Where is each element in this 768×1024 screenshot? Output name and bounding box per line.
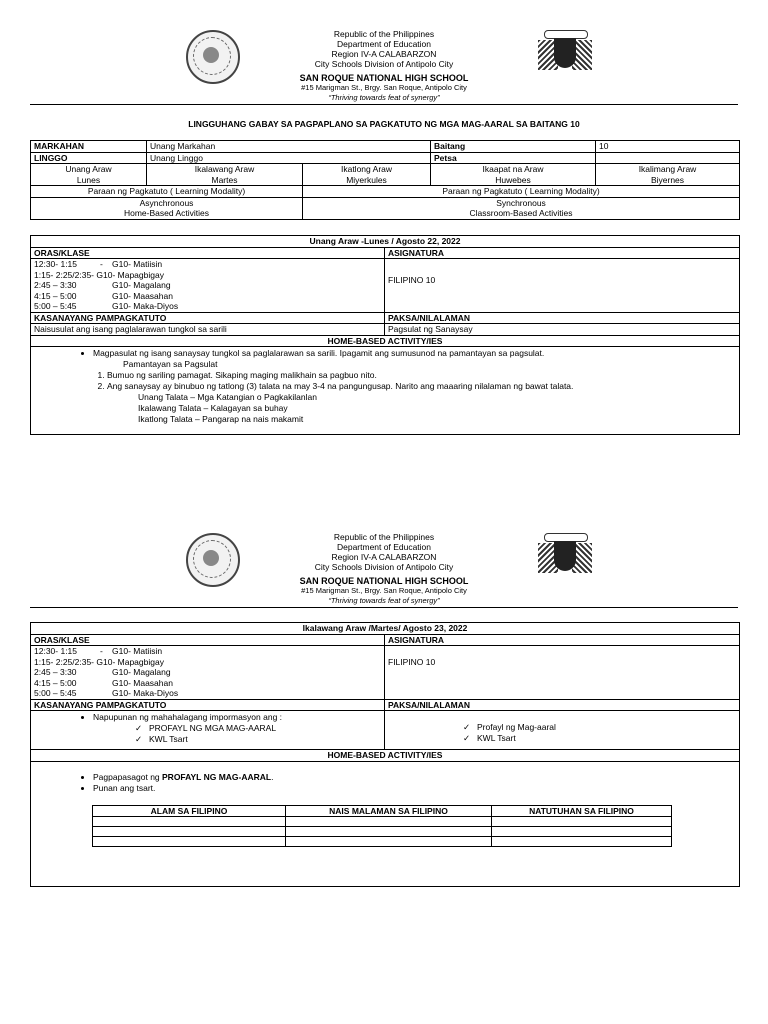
- schedule-row: 1:15- 2:25/2:35- G10- Mapagbigay: [34, 656, 164, 667]
- baitang-value: 10: [596, 141, 740, 153]
- header-divider: [30, 607, 738, 608]
- day1-asignatura-value: FILIPINO 10: [385, 259, 740, 313]
- day-3-cell: Ikatlong Araw Miyerkules: [303, 164, 431, 186]
- talata-item: Ikatlong Talata – Pangarap na nais makamit: [138, 414, 304, 424]
- kwl-row: [93, 837, 672, 847]
- page-1: [0, 0, 768, 500]
- modality-label-left: Paraan ng Pagkatuto ( Learning Modality): [31, 186, 303, 198]
- day1-activity-label: HOME-BASED ACTIVITY/IES: [31, 335, 740, 347]
- talata-item: Unang Talata – Mga Katangian o Pagkakilanlan: [138, 392, 317, 402]
- letterhead-text: [234, 532, 534, 606]
- day1-step: 1. Bumuo ng sariling pamagat. Sikaping maging malikhain sa pagbuo nito.: [107, 370, 739, 381]
- kwl-header-nais: NAIS MALAMAN SA FILIPINO: [286, 805, 492, 817]
- day1-paksa-value: Pagsulat ng Sanaysay: [385, 324, 740, 336]
- modality-sync: Synchronous Classroom-Based Activities: [303, 197, 740, 219]
- day-4-cell: Ikaapat na Araw Huwebes: [431, 164, 596, 186]
- markahan-value: Unang Markahan: [147, 141, 431, 153]
- kwl-chart: [92, 805, 672, 848]
- day2-schedule: [31, 646, 385, 700]
- day2-activity-item: • Pagpapasagot ng PROFAYL NG MAG-AARAL.: [93, 772, 739, 783]
- schedule-row: 12:30- 1:15 - G10- Matiisin: [34, 259, 163, 269]
- day2-activity-body: [31, 761, 740, 886]
- day1-activity-body: [31, 347, 740, 435]
- day-1-cell: Unang Araw Lunes: [31, 164, 147, 186]
- pamantayan-heading: Pamantayan sa Pagsulat: [123, 359, 218, 369]
- linggo-label: LINGGO: [31, 152, 147, 164]
- info-table: [30, 140, 740, 220]
- schedule-row: 2:45 – 3:30 G10- Magalang: [34, 667, 171, 677]
- modality-label-right: Paraan ng Pagkatuto ( Learning Modality): [303, 186, 740, 198]
- day2-kasanayan-bullet: • Napupunan ng mahahalagang impormasyon ang :: [93, 712, 384, 723]
- schedule-row: 4:15 – 5:00 G10- Maasahan: [34, 677, 173, 688]
- letterhead: [0, 0, 768, 108]
- school-address: #15 Marigman St., Brgy. San Roque, Antipolo City: [301, 83, 467, 92]
- division-line: City Schools Division of Antipolo City: [314, 59, 454, 69]
- day2-paksa-label: PAKSA/NILALAMAN: [385, 699, 740, 711]
- deped-seal-icon: [186, 533, 240, 587]
- day2-paksa-value: [385, 711, 740, 750]
- kwl-header-alam: ALAM SA FILIPINO: [93, 805, 286, 817]
- school-name: SAN ROQUE NATIONAL HIGH SCHOOL: [299, 73, 469, 83]
- day1-oras-label: ORAS/KLASE: [31, 247, 385, 259]
- day2-activity-label: HOME-BASED ACTIVITY/IES: [31, 750, 740, 762]
- header-divider: [30, 104, 738, 105]
- department-line: Department of Education: [336, 542, 432, 552]
- day2-asignatura-label: ASIGNATURA: [385, 634, 740, 646]
- schedule-row: 1:15- 2:25/2:35- G10- Mapagbigay: [34, 269, 164, 280]
- document-title: LINGGUHANG GABAY SA PAGPAPLANO SA PAGKATUTO NG MGA MAG-AARAL SA BAITANG 10: [188, 119, 580, 129]
- day2-asignatura-value: FILIPINO 10: [385, 646, 740, 700]
- region-line: Region IV-A CALABARZON: [331, 49, 437, 59]
- department-line: Department of Education: [336, 39, 432, 49]
- petsa-value: [596, 152, 740, 164]
- schedule-row: 4:15 – 5:00 G10- Maasahan: [34, 290, 173, 301]
- day1-table: [30, 235, 740, 435]
- checklist-item: ✓ Profayl ng Mag-aaral: [463, 722, 739, 733]
- day2-kasanayan-label: KASANAYANG PAMPAGKATUTO: [31, 699, 385, 711]
- day2-oras-label: ORAS/KLASE: [31, 634, 385, 646]
- talata-item: Ikalawang Talata – Kalagayan sa buhay: [138, 403, 288, 413]
- checklist-item: ✓ KWL Tsart: [135, 734, 384, 745]
- day1-schedule: [31, 259, 385, 313]
- division-line: City Schools Division of Antipolo City: [314, 562, 454, 572]
- school-address: #15 Marigman St., Brgy. San Roque, Antipolo City: [301, 586, 467, 595]
- day1-title: Unang Araw -Lunes / Agosto 22, 2022: [31, 236, 740, 248]
- markahan-label: MARKAHAN: [31, 141, 147, 153]
- day2-title: Ikalawang Araw /Martes/ Agosto 23, 2022: [31, 623, 740, 635]
- kwl-row: [93, 827, 672, 837]
- school-name: SAN ROQUE NATIONAL HIGH SCHOOL: [299, 576, 469, 586]
- republic-line: Republic of the Philippines: [333, 29, 435, 39]
- day-2-cell: Ikalawang Araw Martes: [147, 164, 303, 186]
- school-motto: “Thriving towards feat of synergy”: [328, 596, 440, 605]
- day1-bullet: • Magpasulat ng isang sanaysay tungkol sa paglalarawan sa sarili. Ipagamit ang sumusunod na pamantayan sa pagsulat.: [93, 348, 739, 359]
- kwl-row: [93, 817, 672, 827]
- kwl-header-natutuhan: NATUTUHAN SA FILIPINO: [492, 805, 672, 817]
- republic-line: Republic of the Philippines: [333, 532, 435, 542]
- day1-kasanayan-label: KASANAYANG PAMPAGKATUTO: [31, 312, 385, 324]
- day1-asignatura-label: ASIGNATURA: [385, 247, 740, 259]
- day1-paksa-label: PAKSA/NILALAMAN: [385, 312, 740, 324]
- day1-kasanayan-value: Naisusulat ang isang paglalarawan tungkol sa sarili: [31, 324, 385, 336]
- schedule-row: 5:00 – 5:45 G10- Maka-Diyos: [34, 688, 179, 698]
- letterhead: [0, 503, 768, 611]
- school-logo-icon: [538, 533, 592, 583]
- day2-table: [30, 622, 740, 887]
- deped-seal-icon: [186, 30, 240, 84]
- day2-activity-item: • Punan ang tsart.: [93, 783, 739, 794]
- day2-kasanayan-value: [31, 711, 385, 750]
- region-line: Region IV-A CALABARZON: [331, 552, 437, 562]
- checklist-item: ✓ KWL Tsart: [463, 733, 739, 744]
- modality-async: Asynchronous Home-Based Activities: [31, 197, 303, 219]
- school-motto: “Thriving towards feat of synergy”: [328, 93, 440, 102]
- schedule-row: 12:30- 1:15 - G10- Matiisin: [34, 646, 163, 656]
- linggo-value: Unang Linggo: [147, 152, 431, 164]
- day1-step: 2. Ang sanaysay ay binubuo ng tatlong (3) talata na may 3-4 na pangungusap. Narito ang maaaring nilalaman ng bawat talata.: [107, 381, 739, 392]
- checklist-item: ✓ PROFAYL NG MGA MAG-AARAL: [135, 723, 384, 734]
- school-logo-icon: [538, 30, 592, 80]
- baitang-label: Baitang: [431, 141, 596, 153]
- letterhead-text: [234, 29, 534, 103]
- day-5-cell: Ikalimang Araw Biyernes: [596, 164, 740, 186]
- page-2: [0, 500, 768, 1024]
- petsa-label: Petsa: [431, 152, 596, 164]
- schedule-row: 2:45 – 3:30 G10- Magalang: [34, 280, 171, 290]
- schedule-row: 5:00 – 5:45 G10- Maka-Diyos: [34, 301, 179, 311]
